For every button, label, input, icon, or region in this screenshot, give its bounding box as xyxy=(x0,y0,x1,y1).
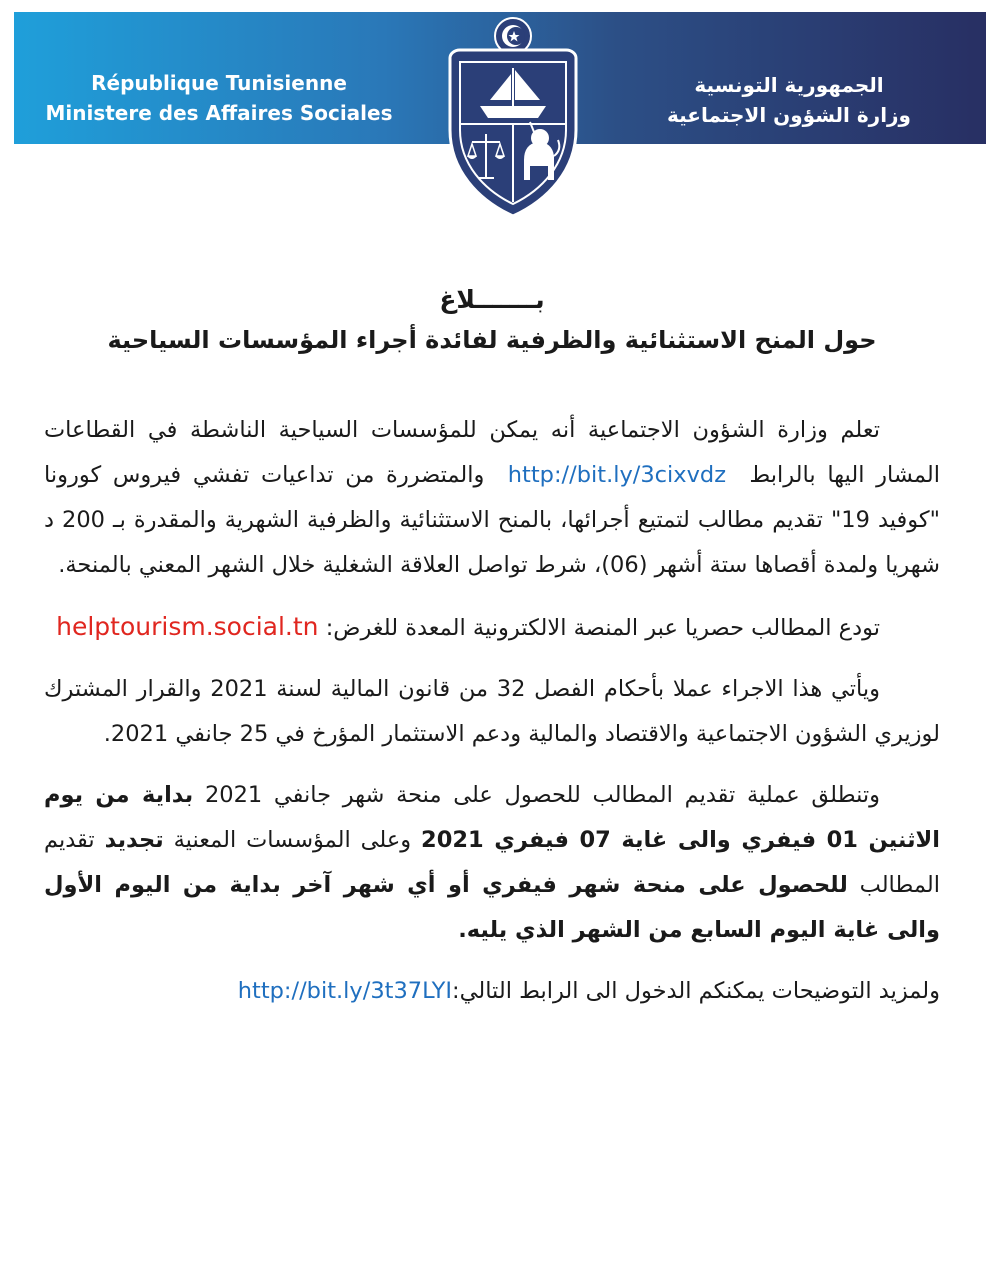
paragraph-3: ويأتي هذا الاجراء عملا بأحكام الفصل 32 من قانون المالية لسنة 2021 والقرار المشترك لوزيري الشؤون الاجتماعية والاقتصاد والمالية ودعم الاستثمار المؤرخ في 25 جانفي 2021. xyxy=(44,676,940,747)
p4-bold-3: للحصول على منحة شهر فيفري أو أي شهر آخر بداية من اليوم الأول والى غاية اليوم السابع من الشهر الذي يليه. xyxy=(44,872,940,943)
notice-title: بـــــــلاغ xyxy=(439,285,545,314)
ministry-name-fr: Ministere des Affaires Sociales xyxy=(45,101,393,125)
p2-text: تودع المطالب حصريا عبر المنصة الالكترونية المعدة للغرض: xyxy=(325,615,880,641)
paragraph-5 xyxy=(44,969,940,1014)
tunisia-coat-of-arms-icon xyxy=(438,10,588,222)
sectors-link[interactable]: http://bit.ly/3cixvdz xyxy=(507,462,727,488)
header-french-title xyxy=(44,68,394,128)
header-arabic-title xyxy=(639,70,939,130)
ministry-name-ar: وزارة الشؤون الاجتماعية xyxy=(666,103,911,127)
p1-text-start: تعلم وزارة الشؤون الاجتماعية أنه يمكن للمؤسسات السياحية الناشطة في القطاعات المشار اليها بالرابط xyxy=(44,417,941,488)
p4-text-3: تقديم المطالب xyxy=(44,827,940,898)
notice-content xyxy=(44,280,940,1030)
paragraph-1 xyxy=(44,408,940,588)
p4-text-1: وتنطلق عملية تقديم المطالب للحصول على منحة شهر جانفي 2021 xyxy=(204,782,880,808)
p4-text-2: وعلى المؤسسات المعنية xyxy=(173,827,412,853)
p1-text-end: والمتضررة من تداعيات تفشي فيروس كورونا "كوفيد 19" تقديم مطالب لتمتيع أجرائها، بالمنح الاستثنائية والظرفية الشهرية والمقدرة بـ 200 د شهريا ولمدة أقصاها ستة أشهر (06)، شرط تواصل العلاقة الشغلية خلال الشهر المعني بالمنحة. xyxy=(44,462,940,578)
paragraph-2 xyxy=(44,604,940,651)
platform-link[interactable]: helptourism.social.tn xyxy=(56,612,319,641)
paragraph-4 xyxy=(44,773,940,953)
p5-text: ولمزيد التوضيحات يمكنكم الدخول الى الرابط التالي: xyxy=(452,978,940,1004)
republic-name-ar: الجمهورية التونسية xyxy=(694,73,884,97)
republic-name-fr: République Tunisienne xyxy=(91,71,347,95)
more-info-link[interactable]: http://bit.ly/3t37LYI xyxy=(237,978,453,1004)
p4-bold-1: بداية من يوم الاثنين 01 فيفري والى غاية 07 فيفري 2021 xyxy=(44,782,941,853)
notice-subtitle: حول المنح الاستثنائية والظرفية لفائدة أجراء المؤسسات السياحية xyxy=(107,326,877,354)
p4-bold-2: تجديد xyxy=(104,827,164,853)
